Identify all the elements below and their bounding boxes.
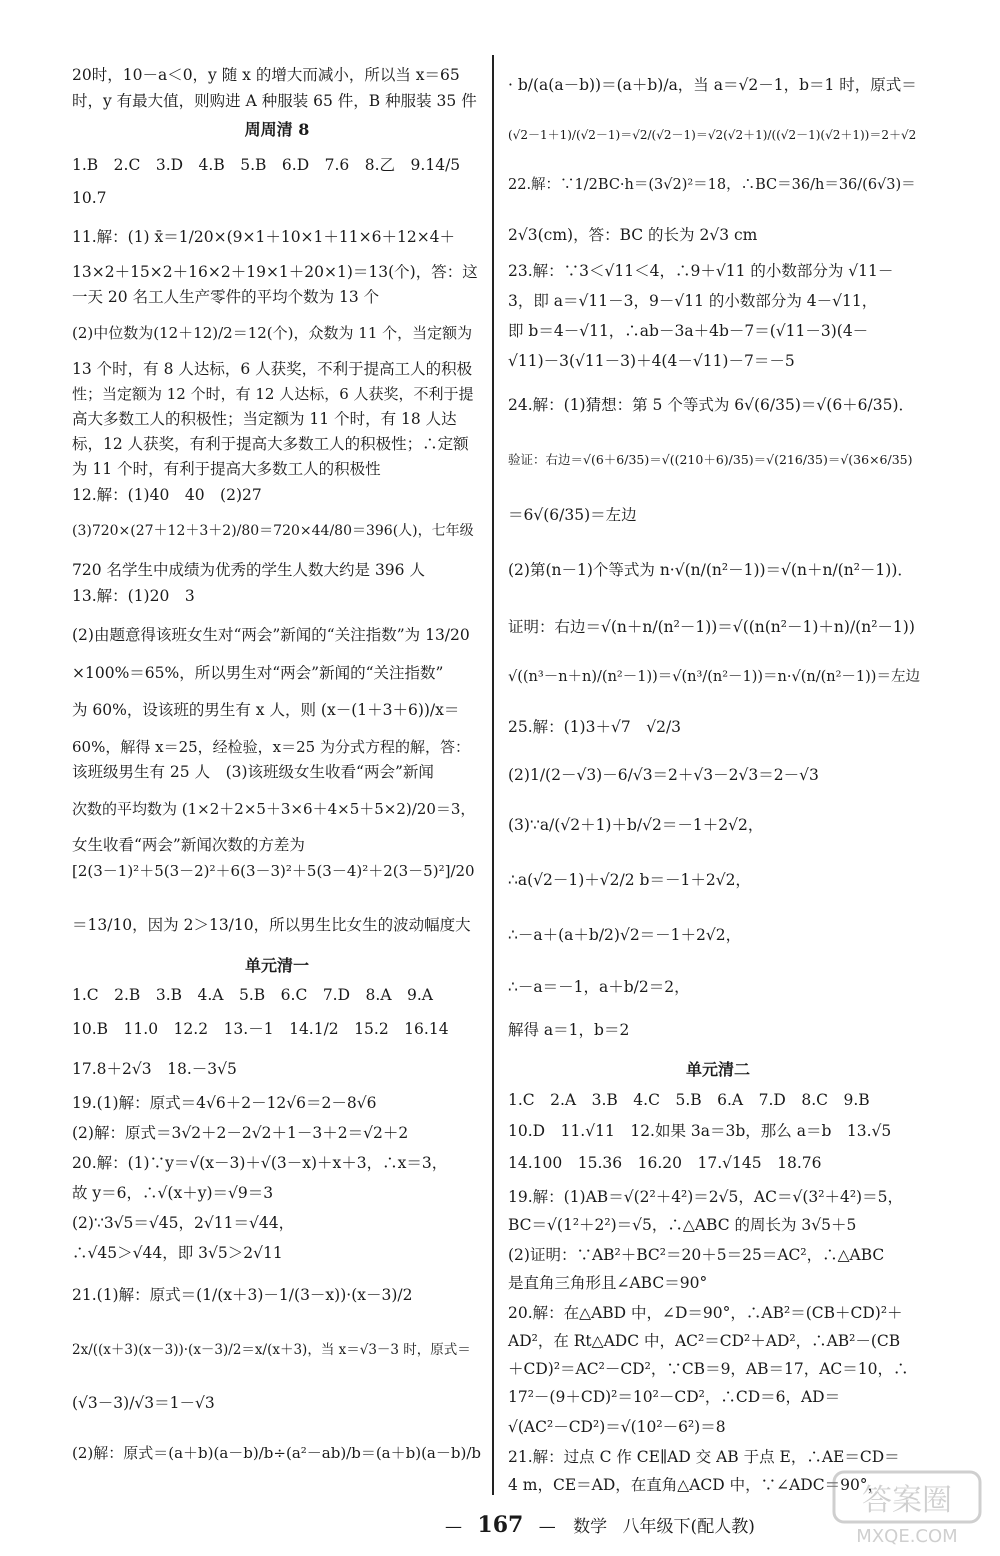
text-line: 10.D 11.√11 12.如果 3a＝3b，那么 a＝b 13.√5 <box>508 1122 892 1140</box>
text-line: 该班级男生有 25 人 (3)该班级女生收看“两会”新闻 <box>72 763 434 781</box>
text-line: 10.7 <box>72 189 107 207</box>
text-line: 即 b＝4－√11，∴ab－3a＋4b－7＝(√11－3)(4－ <box>508 322 869 340</box>
text-line: (√2－1＋1)/(√2－1)＝√2/(√2－1)＝√2(√2＋1)/((√2－1)(√2＋1))＝2＋√2 <box>508 128 917 142</box>
section-heading: 单元清二 <box>685 1060 750 1079</box>
section-heading: 单元清一 <box>244 956 309 975</box>
text-line: 13 个时，有 8 人达标，6 人获奖，不利于提高工人的积极 <box>72 360 473 378</box>
page-number: 167 <box>477 1512 524 1538</box>
text-line: 11.解：(1) x̄＝1/20×(9×1＋10×1＋11×6＋12×4＋ <box>72 228 456 246</box>
text-line: 19.解：(1)AB＝√(2²＋4²)＝2√5，AC＝√(3²＋4²)＝5， <box>508 1188 903 1206</box>
text-line: 时，y 有最大值，则购进 A 种服装 65 件，B 种服装 35 件 <box>72 92 477 110</box>
text-line: (2)证明：∵AB²＋BC²＝20＋5＝25＝AC²，∴△ABC <box>508 1246 885 1264</box>
text-line: 12.解：(1)40 40 (2)27 <box>72 486 262 504</box>
text-line: √((n³－n＋n)/(n²－1))＝√(n³/(n²－1))＝n·√(n/(n²－1))＝左边 <box>508 669 920 685</box>
text-line: (2)第(n－1)个等式为 n·√(n/(n²－1))＝√(n＋n/(n²－1))． <box>508 561 913 579</box>
text-line: 一天 20 名工人生产零件的平均个数为 13 个 <box>72 288 380 306</box>
text-line: 20.解：在△ABD 中，∠D＝90°，∴AB²＝(CB＋CD)²＋ <box>508 1304 903 1322</box>
text-line: 20时，10－a＜0，y 随 x 的增大而减小，所以当 x＝65 <box>72 66 460 84</box>
text-line: 19.(1)解：原式＝4√6＋2－12√6＝2－8√6 <box>72 1094 377 1112</box>
text-line: (2)∵3√5＝√45，2√11＝√44， <box>72 1214 295 1232</box>
text-line: ×100%＝65%，所以男生对“两会”新闻的“关注指数” <box>72 664 444 682</box>
text-line: 1.C 2.B 3.B 4.A 5.B 6.C 7.D 8.A 9.A <box>72 986 433 1004</box>
text-line: ＝6√(6/35)＝左边 <box>508 506 637 524</box>
footer-subject: 数学 <box>573 1517 608 1537</box>
text-line: ∴√45＞√44，即 3√5＞2√11 <box>72 1244 283 1262</box>
text-line: BC＝√(1²＋2²)＝√5，∴△ABC 的周长为 3√5＋5 <box>508 1216 857 1234</box>
text-line: (3)720×(27＋12＋3＋2)/80＝720×44/80＝396(人)，七年级 <box>72 523 474 539</box>
text-line: 60%，解得 x＝25，经检验，x＝25 为分式方程的解，答： <box>72 738 470 756</box>
text-line: 3，即 a＝√11－3，9－√11 的小数部分为 4－√11， <box>508 292 878 310</box>
text-line: (√3－3)/√3＝1－√3 <box>72 1394 215 1412</box>
text-line: 13×2＋15×2＋16×2＋19×1＋20×1)＝13(个)，答：这 <box>72 263 478 281</box>
text-line: ＝13/10，因为 2＞13/10，所以男生比女生的波动幅度大 <box>72 916 471 934</box>
watermark-logo <box>832 1470 982 1548</box>
text-line: (2)解：原式＝3√2＋2－2√2＋1－3＋2＝√2＋2 <box>72 1124 409 1142</box>
text-line: [2(3－1)²＋5(3－2)²＋6(3－3)²＋5(3－4)²＋2(3－5)²]/20 <box>72 862 475 880</box>
text-line: 证明：右边＝√(n＋n/(n²－1))＝√((n(n²－1)＋n)/(n²－1)) <box>508 618 915 636</box>
watermark-url: MXQE.COM <box>856 1526 958 1547</box>
text-line: 13.解：(1)20 3 <box>72 587 195 605</box>
text-line: 21.(1)解：原式＝(1/(x＋3)－1/(3－x))·(x－3)/2 <box>72 1286 413 1304</box>
text-line: 1.B 2.C 3.D 4.B 5.B 6.D 7.6 8.乙 9.14/5 <box>72 156 461 174</box>
text-line: 为 11 个时，有利于提高大多数工人的积极性 <box>72 460 381 478</box>
text-line: 14.100 15.36 16.20 17.√145 18.76 <box>508 1154 822 1172</box>
text-line: (2)由题意得该班女生对“两会”新闻的“关注指数”为 13/20 <box>72 626 470 644</box>
text-line: ∴－a＋(a＋b/2)√2＝－1＋2√2， <box>508 926 742 944</box>
text-line: 23.解：∵3＜√11＜4，∴9＋√11 的小数部分为 √11－ <box>508 262 894 280</box>
text-line: 20.解：(1)∵y＝√(x－3)＋√(3－x)＋x＋3，∴x＝3， <box>72 1154 448 1172</box>
text-line: 故 y＝6，∴√(x＋y)＝√9＝3 <box>72 1184 274 1202</box>
section-heading: 周周清 8 <box>244 120 310 139</box>
text-line: · b/(a(a－b))＝(a＋b)/a，当 a＝√2－1，b＝1 时，原式＝ <box>508 76 917 94</box>
text-line: √11)－3(√11－3)＋4(4－√11)－7＝－5 <box>508 352 795 370</box>
footer-dash-left: — <box>445 1517 462 1537</box>
text-line: 17.8＋2√3 18.－3√5 <box>72 1060 237 1078</box>
text-line: 17²－(9＋CD)²＝10²－CD²，∴CD＝6，AD＝ <box>508 1388 841 1406</box>
footer-grade: 八年级下(配人教) <box>622 1517 755 1537</box>
text-line: 女生收看“两会”新闻次数的方差为 <box>72 836 305 854</box>
watermark-title: 答案圈 <box>862 1483 952 1518</box>
text-line: ＋CD)²＝AC²－CD²，∵CB＝9，AB＝17，AC＝10，∴ <box>508 1360 909 1378</box>
text-line: AD²，在 Rt△ADC 中，AC²＝CD²＋AD²，∴AB²－(CB <box>508 1332 901 1350</box>
text-line: 次数的平均数为 (1×2＋2×5＋3×6＋4×5＋5×2)/20＝3， <box>72 800 476 818</box>
text-line: 4 m，CE＝AD，在直角△ACD 中，∵∠ADC＝90°， <box>508 1476 884 1494</box>
text-line: 性；当定额为 12 个时，有 12 人达标，6 人获奖，不利于提 <box>72 385 474 403</box>
page-footer <box>445 1512 755 1538</box>
text-line: 2x/((x＋3)(x－3))·(x－3)/2＝x/(x＋3)，当 x＝√3－3 时，原式＝ <box>72 1342 471 1358</box>
text-line: √(AC²－CD²)＝√(10²－6²)＝8 <box>508 1418 726 1436</box>
text-line: 2√3(cm)，答：BC 的长为 2√3 cm <box>508 226 758 244</box>
text-line: 高大多数工人的积极性；当定额为 11 个时，有 18 人达 <box>72 410 457 428</box>
text-line: (3)∵a/(√2＋1)＋b/√2＝－1＋2√2， <box>508 816 764 834</box>
footer-dash-right: — <box>538 1517 556 1537</box>
text-line: 25.解：(1)3＋√7 √2/3 <box>508 718 682 736</box>
text-line: 解得 a＝1，b＝2 <box>508 1021 630 1039</box>
text-line: 是直角三角形且∠ABC＝90° <box>508 1274 708 1292</box>
column-divider <box>492 55 494 1495</box>
text-line: 720 名学生中成绩为优秀的学生人数大约是 396 人 <box>72 561 425 579</box>
text-line: 验证：右边＝√(6＋6/35)＝√((210＋6)/35)＝√(216/35)＝√(36×6/35) <box>508 452 913 467</box>
text-line: ∴a(√2－1)＋√2/2 b＝－1＋2√2， <box>508 871 751 889</box>
text-line: (2)中位数为(12＋12)/2＝12(个)，众数为 11 个，当定额为 <box>72 324 473 342</box>
text-line: (2)解：原式＝(a＋b)(a－b)/b÷(a²－ab)/b＝(a＋b)(a－b)/b <box>72 1444 481 1462</box>
text-line: 标，12 人获奖，有利于提高大多数工人的积极性；∴定额 <box>72 435 469 453</box>
text-line: 22.解：∵1/2BC·h＝(3√2)²＝18，∴BC＝36/h＝36/(6√3)＝ <box>508 177 916 193</box>
text-line: (2)1/(2－√3)－6/√3＝2＋√3－2√3＝2－√3 <box>508 766 819 784</box>
text-line: 10.B 11.0 12.2 13.－1 14.1/2 15.2 16.14 <box>72 1020 449 1038</box>
text-line: ∴－a＝－1，a＋b/2＝2， <box>508 978 690 996</box>
text-line: 21.解：过点 C 作 CE∥AD 交 AB 于点 E，∴AE＝CD＝ <box>508 1448 900 1466</box>
text-line: 24.解：(1)猜想：第 5 个等式为 6√(6/35)＝√(6＋6/35)． <box>508 396 915 414</box>
text-line: 为 60%，设该班的男生有 x 人，则 (x－(1＋3＋6))/x＝ <box>72 701 460 719</box>
text-line: 1.C 2.A 3.B 4.C 5.B 6.A 7.D 8.C 9.B <box>508 1091 870 1109</box>
